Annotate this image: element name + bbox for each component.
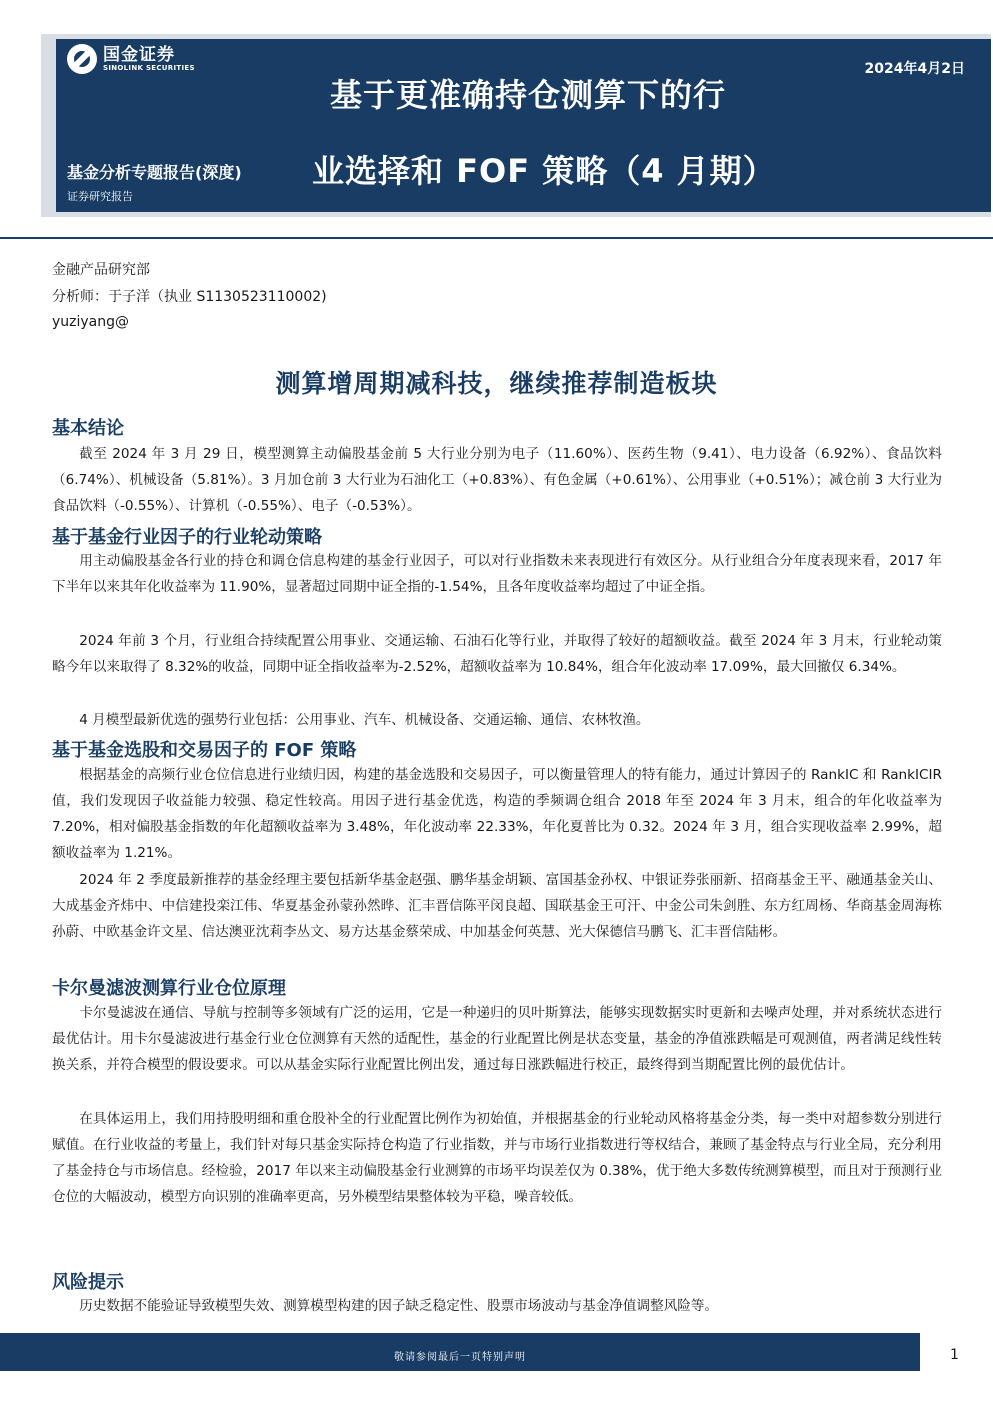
analyst: 分析师：于子洋（执业 S1130523110002) xyxy=(52,289,327,305)
analyst-email[interactable]: yuziyang@ xyxy=(52,314,130,330)
paragraph: 截至 2024 年 3 月 29 日，模型测算主动偏股基金前 5 大行业分别为电子（11.60%）、医药生物（9.41）、电力设备（6.92%）、食品饮料（6.74%）、机械设备（5.81%）。3 月加仓前 3 大行业为石油化工（+0.83%）、有色金属（+0.61%）、公用事业（+0.51%）；减仓前 3 大行业为食品饮料（-0.55%）、计算机（-0.55%）、电子（-0.53%）。 xyxy=(52,446,942,514)
logo-en: SINOLINK SECURITIES xyxy=(103,63,195,72)
report-title-line2: 业选择和 FOF 策略（4 月期） xyxy=(312,152,776,190)
page-number: 1 xyxy=(950,1347,959,1363)
section-heading-conclusion: 基本结论 xyxy=(52,418,124,439)
paragraph: 历史数据不能验证导致模型失效、测算模型构建的因子缺乏稳定性、股票市场波动与基金净值调整风险等。 xyxy=(79,1298,719,1314)
paragraph: 卡尔曼滤波在通信、导航与控制等多领域有广泛的运用，它是一种递归的贝叶斯算法，能够实现数据实时更新和去噪声处理，并对系统状态进行最优估计。用卡尔曼滤波进行基金行业仓位测算有天然的适配性，基金的行业配置比例是状态变量，基金的净值涨跌幅是可观测值，两者满足线性转换关系，并符合模型的假设要求。可以从基金实际行业配置比例出发，通过每日涨跌幅进行校正，最终得到当期配置比例的最优估计。 xyxy=(52,1005,942,1073)
paragraph: 在具体运用上，我们用持股明细和重仓股补全的行业配置比例作为初始值，并根据基金的行业轮动风格将基金分类，每一类中对超参数分别进行赋值。在行业收益的考量上，我们针对每只基金实际持仓构造了行业指数，并与市场行业指数进行等权结合，兼顾了基金特点与行业全局，充分利用了基金持仓与市场信息。经检验，2017 年以来主动偏股基金行业测算的市场平均误差仅为 0.38%，优于绝大多数传统测算模型，而且对于预测行业仓位的大幅波动，模型方向识别的准确率更高，另外模型结果整体较为平稳，噪音较低。 xyxy=(52,1111,942,1205)
footer-notice[interactable]: 敬请参阅最后一页特别声明 xyxy=(394,1352,526,1363)
paragraph: 根据基金的高频行业仓位信息进行业绩归因，构建的基金选股和交易因子，可以衡量管理人的特有能力，通过计算因子的 RankIC 和 RankICIR 值，我们发现因子收益能力较强、稳定性较高。用因子进行基金优选，构造的季频调仓组合 2018 年至 2024 年 3 月末，组合的年化收益率为 7.20%，相对偏股基金指数的年化超额收益率为 3.48%，年化波动率 22.33%，年化夏普比为 0.32。2024 年 3 月，组合实现收益率 2.99%，超额收益率为 1.21%。 xyxy=(52,767,942,861)
report-title-line1: 基于更准确持仓测算下的行 xyxy=(330,76,727,114)
logo-text xyxy=(103,46,195,73)
section-heading-kalman-filter: 卡尔曼滤波测算行业仓位原理 xyxy=(52,978,286,999)
header-divider xyxy=(0,237,993,239)
paragraph: 2024 年 2 季度最新推荐的基金经理主要包括新华基金赵强、鹏华基金胡颖、富国基金孙权、中银证券张丽新、招商基金王平、融通基金关山、大成基金齐炜中、中信建投栾江伟、华夏基金孙蒙孙然晔、汇丰晋信陈平闵良超、国联基金王可汗、中金公司朱剑胜、东方红周杨、华商基金周海栋孙蔚、中欧基金许文星、信达澳亚沈莉李丛文、易方达基金蔡荣成、中加基金何英慧、光大保德信马鹏飞、汇丰晋信陆彬。 xyxy=(52,872,942,940)
logo-cn: 国金证券 xyxy=(103,44,175,65)
company-logo xyxy=(67,44,195,74)
section-heading-risk: 风险提示 xyxy=(52,1272,124,1293)
section-heading-industry-rotation: 基于基金行业因子的行业轮动策略 xyxy=(52,527,322,548)
report-type: 基金分析专题报告(深度) xyxy=(67,163,242,182)
paragraph: 2024 年前 3 个月，行业组合持续配置公用事业、交通运输、石油石化等行业，并取得了较好的超额收益。截至 2024 年 3 月末，行业轮动策略今年以来取得了 8.32%的收益，同期中证全指收益率为-2.52%，超额收益率为 10.84%，组合年化波动率 17.09%，最大回撤仅 6.34%。 xyxy=(52,633,942,675)
logo-icon xyxy=(67,44,97,74)
section-heading-fof-strategy: 基于基金选股和交易因子的 FOF 策略 xyxy=(52,740,357,761)
paragraph: 用主动偏股基金各行业的持仓和调仓信息构建的基金行业因子，可以对行业指数未来表现进行有效区分。从行业组合分年度表现来看，2017 年下半年以来其年化收益率为 11.90%，显著超过同期中证全指的-1.54%，且各年度收益率均超过了中证全指。 xyxy=(52,553,942,595)
department: 金融产品研究部 xyxy=(52,262,150,278)
report-date: 2024年4月2日 xyxy=(864,61,965,77)
paragraph: 4 月模型最新优选的强势行业包括：公用事业、汽车、机械设备、交通运输、通信、农林牧渔。 xyxy=(79,712,650,728)
headline: 测算增周期减科技，继续推荐制造板块 xyxy=(275,369,718,398)
report-category: 证券研究报告 xyxy=(67,190,133,203)
